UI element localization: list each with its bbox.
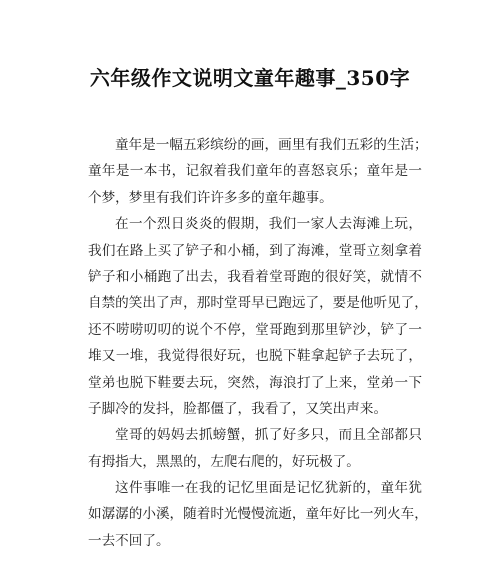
text-line: 在一个烈日炎炎的假期，我们一家人去海滩上玩，: [115, 216, 422, 233]
text-line: 如潺潺的小溪，随着时光慢慢流逝，童年好比一列火车，: [88, 506, 428, 523]
text-line: 我们在路上买了铲子和小桶，到了海滩，堂哥立刻拿着: [88, 242, 422, 259]
text-line: 堂弟也脱下鞋要去玩，突然，海浪打了上来，堂弟一下: [88, 374, 422, 391]
text-line: 个梦，梦里有我们许许多多的童年趣事。: [88, 189, 333, 206]
document-body: [88, 132, 428, 554]
text-line: 子脚冷的发抖，脸都僵了，我看了，又笑出声来。: [88, 400, 388, 417]
text-line: 堆又一堆，我觉得很好玩，也脱下鞋拿起铲子去玩了，: [88, 348, 422, 365]
text-line: 堂哥的妈妈去抓螃蟹，抓了好多只，而且全部都只: [115, 427, 422, 444]
text-line: 童年是一幅五彩缤纷的画，画里有我们五彩的生活；: [115, 137, 428, 153]
text-line: 有拇指大，黑黑的，左爬右爬的，好玩极了。: [88, 453, 360, 470]
document-title: 六年级作文说明文童年趣事_350字: [89, 66, 411, 90]
text-line: 铲子和小桶跑了出去，我看着堂哥跑的很好笑，就情不: [88, 268, 422, 285]
text-line: 童年是一本书，记叙着我们童年的喜怒哀乐；童年是一: [88, 163, 422, 180]
text-line: 这件事唯一在我的记忆里面是记忆犹新的，童年犹: [115, 480, 422, 497]
text-line: 一去不回了。: [88, 532, 170, 549]
text-line: 自禁的笑出了声，那时堂哥早已跑远了，要是他听见了，: [88, 295, 428, 312]
text-line: 还不唠唠叨叨的说个不停，堂哥跑到那里铲沙，铲了一: [88, 321, 422, 338]
